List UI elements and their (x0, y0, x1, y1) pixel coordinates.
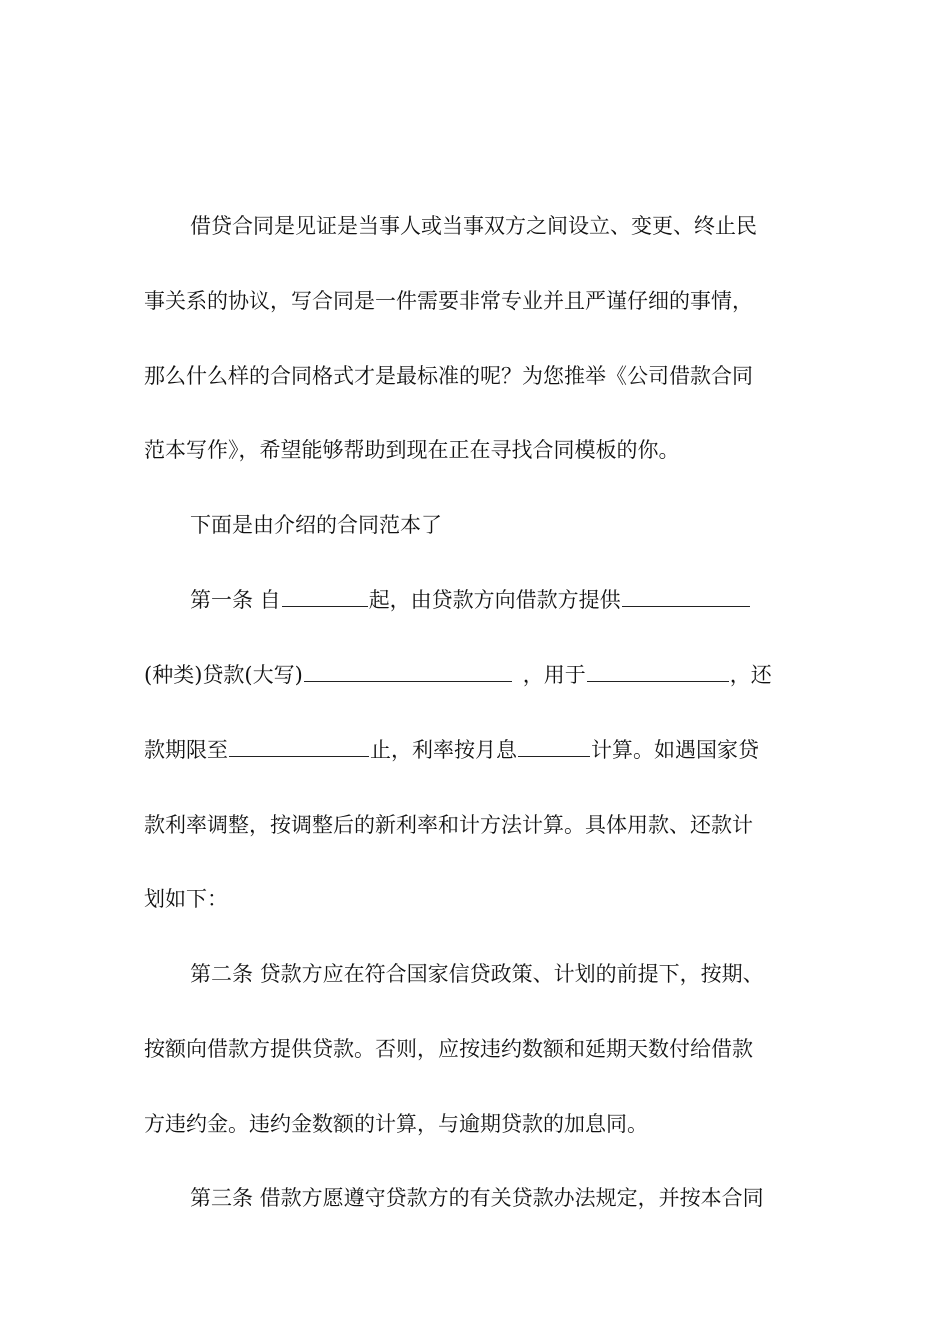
article-1-line-2 (144, 661, 806, 689)
purpose-blank[interactable] (587, 661, 729, 682)
amount-uppercase-blank[interactable] (304, 661, 512, 682)
monthly-interest-blank[interactable] (518, 736, 590, 757)
loan-type-label: (种类)贷款(大写) (144, 663, 303, 687)
article-2-line-2: 按额向借款方提供贷款。否则，应按违约数额和延期天数付给借款 (144, 1037, 753, 1061)
interest-label: 止，利率按月息 (370, 738, 517, 762)
intro-line-4: 范本写作》，希望能够帮助到现在正在寻找合同模板的你。 (144, 438, 680, 462)
article-1-line-4: 款利率调整，按调整后的新利率和计方法计算。具体用款、还款计 (144, 813, 753, 837)
article-1-line-3 (144, 736, 806, 764)
purpose-label: ，用于 (522, 663, 586, 687)
intro-line-1: 借贷合同是见证是当事人或当事双方之间设立、变更、终止民 (190, 214, 757, 238)
article-1-line-1 (190, 586, 806, 614)
calc-text: 计算。如遇国家贷 (591, 738, 759, 762)
article-2-line-1: 第二条 贷款方应在符合国家信贷政策、计划的前提下，按期、 (190, 962, 764, 986)
repay-label: ，还 (729, 663, 772, 687)
article-3-line-1: 第三条 借款方愿遵守贷款方的有关贷款办法规定，并按本合同 (190, 1186, 764, 1210)
article-1-line-5: 划如下： (144, 887, 228, 911)
intro-paragraph-2: 下面是由介绍的合同范本了 (190, 513, 442, 537)
intro-line-2: 事关系的协议，写合同是一件需要非常专业并且严谨仔细的事情， (144, 289, 753, 313)
term-blank[interactable] (229, 736, 369, 757)
date-blank[interactable] (282, 586, 368, 607)
term-label: 款期限至 (144, 738, 228, 762)
article-1-provide-text: 起，由贷款方向借款方提供 (368, 588, 621, 612)
loan-provider-blank[interactable] (622, 586, 750, 607)
article-2-line-3: 方违约金。违约金数额的计算，与逾期贷款的加息同。 (144, 1112, 648, 1136)
intro-line-3: 那么什么样的合同格式才是最标准的呢？为您推举《公司借款合同 (144, 364, 753, 388)
article-1-start-text: 第一条 自 (190, 588, 281, 612)
